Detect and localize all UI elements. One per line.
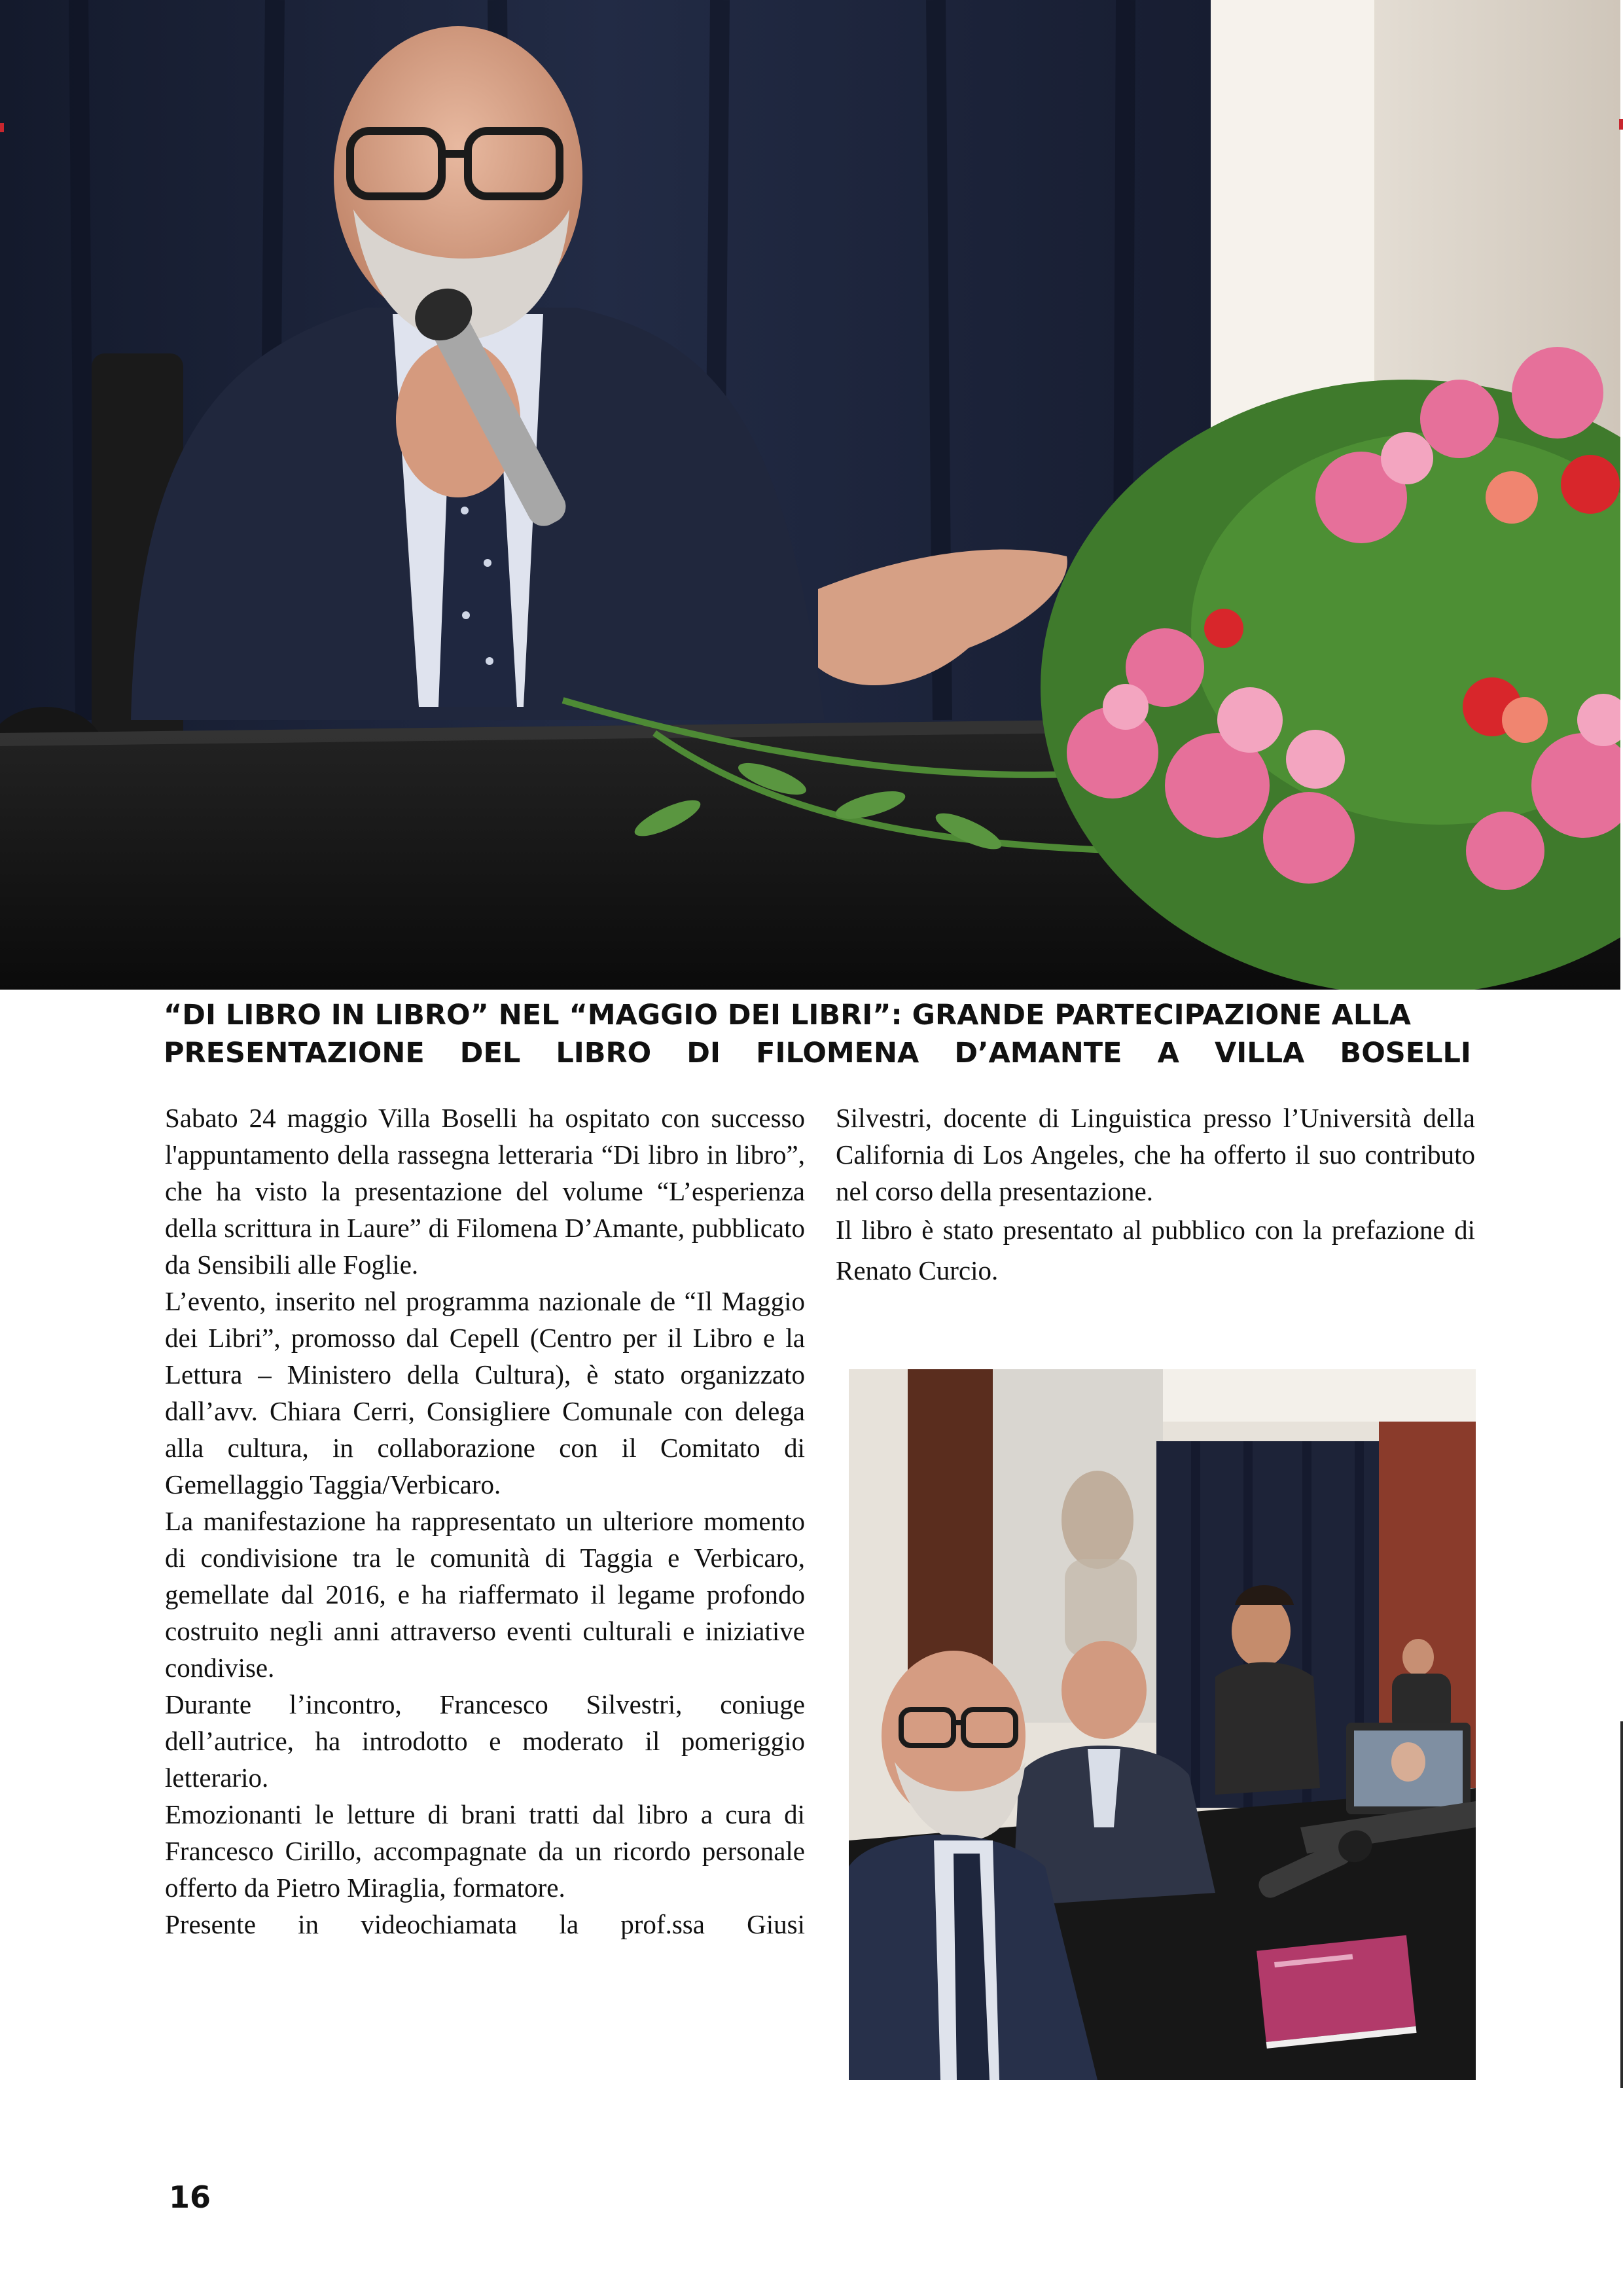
headline-word: DI bbox=[687, 1037, 721, 1069]
headline-line-1: “DI LIBRO IN LIBRO” NEL “MAGGIO DEI LIBRI”: GRANDE PARTECIPAZIONE ALLA bbox=[164, 999, 1411, 1031]
article-paragraph: L’evento, inserito nel programma nazionale de “Il Maggio dei Libri”, promosso dal Cepell (Centro per il Libro e la Lettura – Ministero della Cultura), è stato organizzato dall’avv. Chiara Cerri, Consigliere Comunale con delega alla cultura, in collaborazione con il Comitato di Gemellaggio Taggia/Verbicaro. bbox=[165, 1286, 805, 1499]
headline-word: A bbox=[1157, 1037, 1179, 1069]
article-headline bbox=[164, 996, 1471, 1072]
headline-word: PRESENTAZIONE bbox=[164, 1037, 425, 1069]
edge-mark-right bbox=[1619, 119, 1623, 130]
headline-word: VILLA bbox=[1214, 1037, 1305, 1069]
article-paragraph: Durante l’incontro, Francesco Silvestri, coniuge dell’autrice, ha introdotto e moderato il pomeriggio letterario. bbox=[165, 1689, 805, 1793]
article-paragraph: La manifestazione ha rappresentato un ulteriore momento di condivisione tra le comunità di Taggia e Verbicaro, gemellate dal 2016, e ha riaffermato il legame profondo costruito negli anni attraverso eventi culturali e iniziative condivise. bbox=[165, 1506, 805, 1683]
headline-line-2 bbox=[164, 1034, 1471, 1072]
event-photo-illustration bbox=[849, 1369, 1476, 2080]
hero-photo bbox=[0, 0, 1620, 990]
article-column-right bbox=[836, 1100, 1475, 1291]
headline-word: LIBRO bbox=[556, 1037, 652, 1069]
event-photo bbox=[849, 1369, 1476, 2080]
page-number: 16 bbox=[169, 2179, 211, 2215]
article-paragraph: Sabato 24 maggio Villa Boselli ha ospitato con successo l'appuntamento della rassegna letteraria “Di libro in libro”, che ha visto la presentazione del volume “L’esperienza della scrittura in Laure” di Filomena D’Amante, pubblicato da Sensibili alle Foglie. bbox=[165, 1103, 805, 1280]
article-column-left bbox=[165, 1100, 805, 1943]
headline-word: DEL bbox=[459, 1037, 521, 1069]
hero-photo-illustration bbox=[0, 0, 1620, 990]
article-paragraph: Il libro è stato presentato al pubblico con la prefazione di Renato Curcio. bbox=[836, 1215, 1475, 1285]
edge-mark-left bbox=[0, 123, 4, 132]
headline-word: BOSELLI bbox=[1340, 1037, 1471, 1069]
article-paragraph: Emozionanti le letture di brani tratti dal libro a cura di Francesco Cirillo, accompagnate da un ricordo personale offerto da Pietro Miraglia, formatore. bbox=[165, 1799, 805, 1903]
article-paragraph: Silvestri, docente di Linguistica presso l’Università della California di Los Angeles, che ha offerto il suo contributo nel corso della presentazione. bbox=[836, 1103, 1475, 1206]
edge-rule bbox=[1620, 1721, 1623, 2088]
article-paragraph: Presente in videochiamata la prof.ssa Giusi bbox=[165, 1909, 805, 1939]
headline-word: FILOMENA bbox=[756, 1037, 919, 1069]
headline-word: D’AMANTE bbox=[954, 1037, 1122, 1069]
